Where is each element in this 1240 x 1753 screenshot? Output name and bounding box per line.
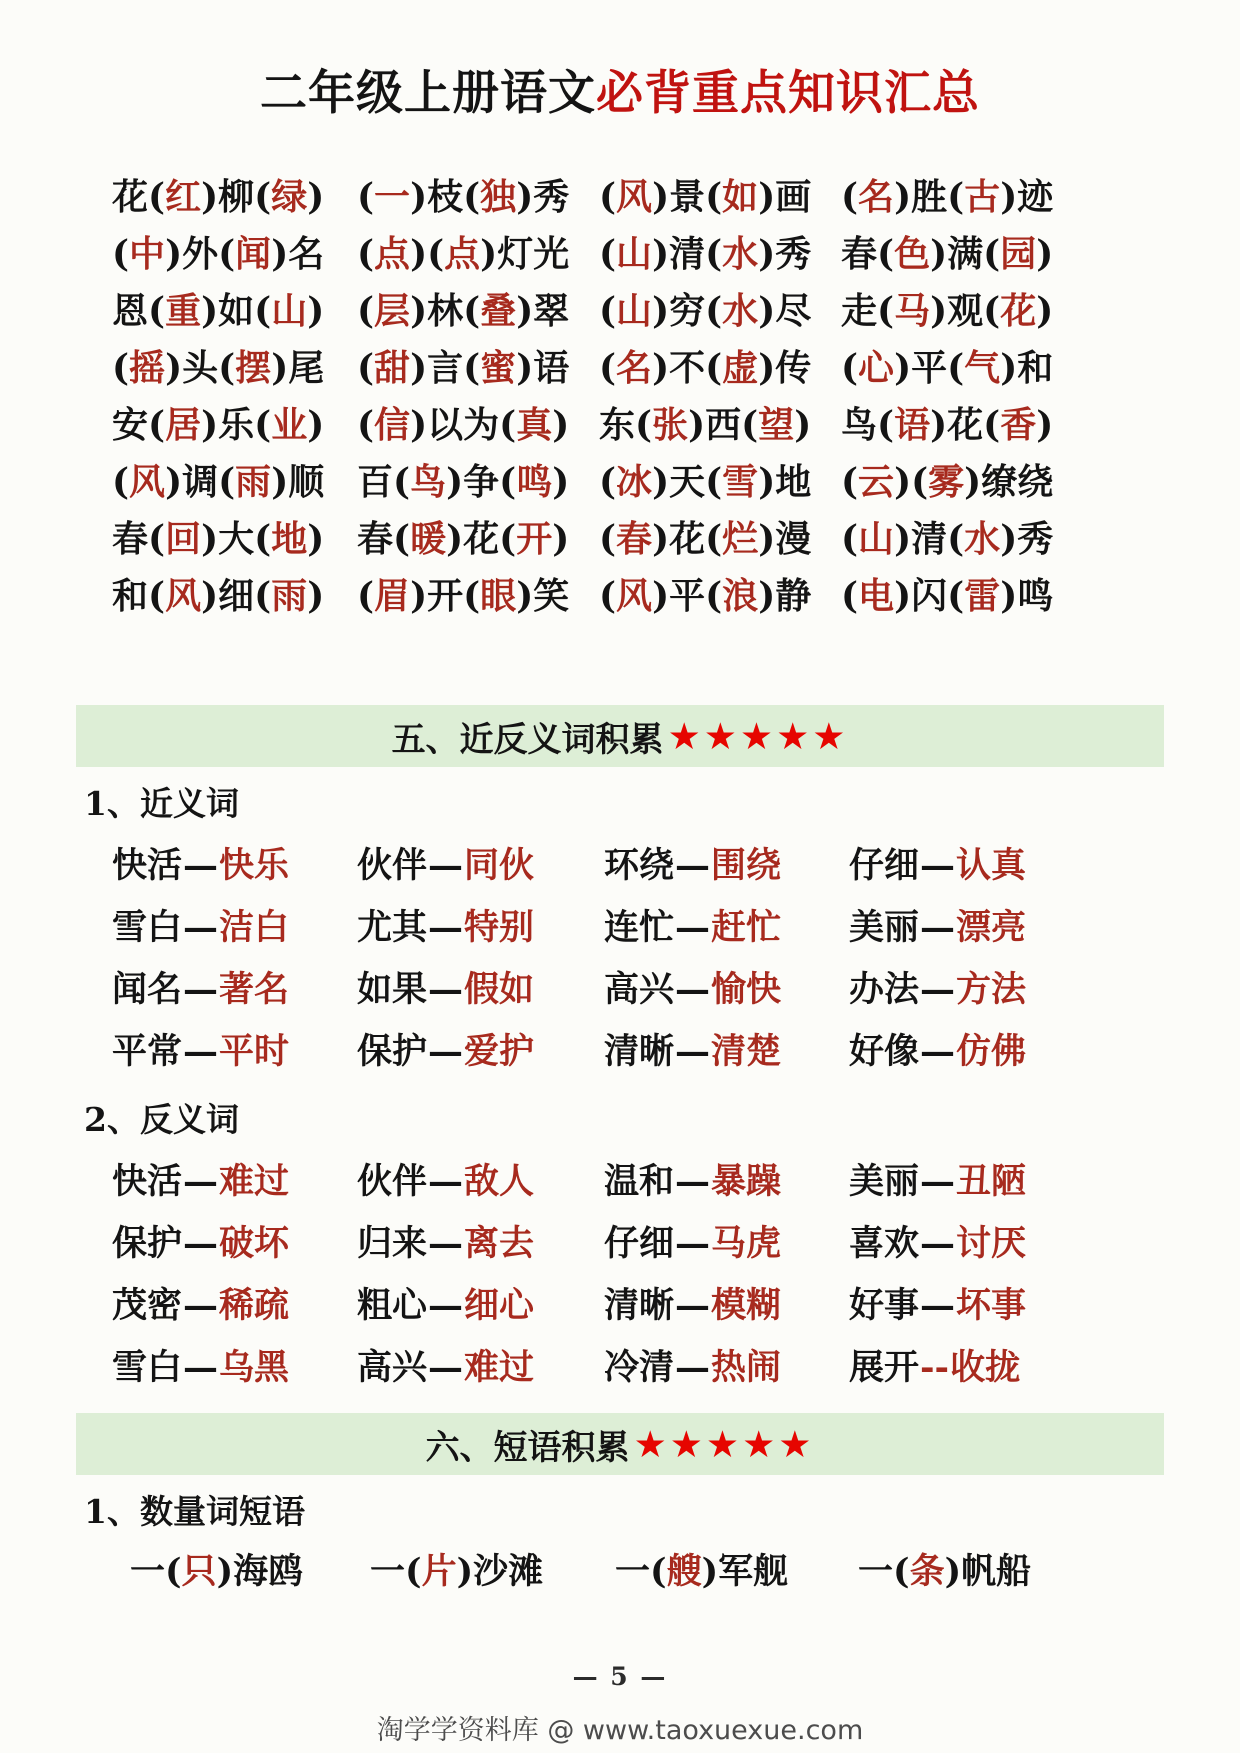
pair-word-left: 冷清 bbox=[604, 1347, 675, 1388]
pair-word-right: 仿佛 bbox=[956, 1031, 1027, 1072]
antonym-pair-cell bbox=[112, 1337, 357, 1399]
pair-word-left: 喜欢 bbox=[849, 1223, 920, 1264]
synonyms-heading: 1、近义词 bbox=[84, 784, 239, 823]
section5-label: 五、近反义词积累 bbox=[391, 719, 664, 760]
synonym-pair-cell bbox=[849, 959, 1180, 1021]
pair-word-left: 伙伴 bbox=[357, 845, 428, 886]
antonyms-grid bbox=[112, 1151, 1180, 1399]
pair-word-right: 著名 bbox=[219, 969, 290, 1010]
pair-word-right: 快乐 bbox=[219, 845, 290, 886]
pair-word-left: 好事 bbox=[849, 1285, 920, 1326]
pair-dash: — bbox=[183, 1161, 219, 1202]
pair-word-left: 快活 bbox=[112, 1161, 183, 1202]
pair-word-right: 马虎 bbox=[711, 1223, 782, 1264]
pair-dash: — bbox=[183, 1347, 219, 1388]
pair-word-left: 尤其 bbox=[357, 907, 428, 948]
pair-word-right: 漂亮 bbox=[956, 907, 1027, 948]
quantity-phrase-cell: 一(艘)军舰 bbox=[615, 1551, 789, 1592]
pair-dash: — bbox=[183, 907, 219, 948]
page-title-red: 必背重点知识汇总 bbox=[596, 66, 980, 121]
synonym-pair-cell bbox=[112, 897, 357, 959]
idiom-grid bbox=[112, 169, 1180, 625]
pair-word-left: 连忙 bbox=[604, 907, 675, 948]
idiom-cell: (山)清(水)秀 bbox=[599, 233, 812, 275]
pair-dash: — bbox=[428, 1285, 464, 1326]
idiom-cell: (甜)言(蜜)语 bbox=[357, 347, 570, 389]
pair-dash: — bbox=[428, 1161, 464, 1202]
section5-banner bbox=[76, 705, 1164, 767]
pair-dash: — bbox=[920, 907, 956, 948]
pair-word-left: 保护 bbox=[357, 1031, 428, 1072]
pair-word-right: 敌人 bbox=[464, 1161, 535, 1202]
pair-word-left: 环绕 bbox=[604, 845, 675, 886]
pair-dash: — bbox=[183, 1031, 219, 1072]
section5-stars: ★★★★★ bbox=[667, 714, 849, 758]
pair-dash: — bbox=[675, 845, 711, 886]
pair-word-right: 热闹 bbox=[711, 1347, 782, 1388]
pair-dash: — bbox=[428, 1223, 464, 1264]
idiom-cell: (一)枝(独)秀 bbox=[357, 176, 570, 218]
pair-word-right: 特别 bbox=[464, 907, 535, 948]
pair-dash: -- bbox=[920, 1347, 950, 1388]
pair-word-right: 围绕 bbox=[711, 845, 782, 886]
antonym-pair-cell bbox=[604, 1151, 849, 1213]
pair-word-left: 高兴 bbox=[604, 969, 675, 1010]
antonym-pair-cell bbox=[357, 1151, 604, 1213]
antonym-pair-cell bbox=[849, 1213, 1180, 1275]
pair-dash: — bbox=[675, 907, 711, 948]
pair-dash: — bbox=[183, 969, 219, 1010]
synonym-pair-cell bbox=[604, 897, 849, 959]
synonym-pair-cell bbox=[604, 959, 849, 1021]
pair-word-left: 美丽 bbox=[849, 1161, 920, 1202]
antonym-pair-cell bbox=[849, 1275, 1180, 1337]
synonym-pair-cell bbox=[112, 959, 357, 1021]
pair-dash: — bbox=[428, 907, 464, 948]
pair-dash: — bbox=[675, 1223, 711, 1264]
pair-dash: — bbox=[920, 1031, 956, 1072]
synonyms-grid bbox=[112, 835, 1180, 1083]
pair-word-right: 愉快 bbox=[711, 969, 782, 1010]
pair-word-left: 办法 bbox=[849, 969, 920, 1010]
pair-dash: — bbox=[675, 1285, 711, 1326]
pair-word-right: 模糊 bbox=[711, 1285, 782, 1326]
idiom-cell: 恩(重)如(山) bbox=[112, 290, 325, 332]
idiom-cell: (眉)开(眼)笑 bbox=[357, 575, 570, 617]
idiom-cell: (风)平(浪)静 bbox=[599, 575, 812, 617]
pair-word-left: 展开 bbox=[849, 1347, 920, 1388]
pair-word-left: 仔细 bbox=[604, 1223, 675, 1264]
idiom-cell: 东(张)西(望) bbox=[599, 404, 812, 446]
pair-word-left: 雪白 bbox=[112, 907, 183, 948]
idiom-cell: (中)外(闻)名 bbox=[112, 233, 325, 275]
pair-word-right: 稀疏 bbox=[219, 1285, 290, 1326]
idiom-cell: (电)闪(雷)鸣 bbox=[841, 575, 1054, 617]
pair-word-left: 快活 bbox=[112, 845, 183, 886]
antonyms-heading: 2、反义词 bbox=[84, 1100, 239, 1139]
pair-dash: — bbox=[183, 845, 219, 886]
pair-word-left: 茂密 bbox=[112, 1285, 183, 1326]
section6-stars: ★★★★★ bbox=[633, 1422, 815, 1466]
pair-dash: — bbox=[183, 1285, 219, 1326]
pair-word-right: 难过 bbox=[219, 1161, 290, 1202]
antonym-pair-cell bbox=[357, 1275, 604, 1337]
antonym-pair-cell bbox=[849, 1337, 1180, 1399]
pair-word-left: 粗心 bbox=[357, 1285, 428, 1326]
pair-word-right: 赶忙 bbox=[711, 907, 782, 948]
idiom-cell: 和(风)细(雨) bbox=[112, 575, 325, 617]
synonym-pair-cell bbox=[357, 835, 604, 897]
pair-word-right: 同伙 bbox=[464, 845, 535, 886]
synonym-pair-cell bbox=[849, 897, 1180, 959]
antonym-pair-cell bbox=[849, 1151, 1180, 1213]
pair-dash: — bbox=[675, 969, 711, 1010]
idiom-cell: (层)林(叠)翠 bbox=[357, 290, 570, 332]
idiom-cell: 走(马)观(花) bbox=[841, 290, 1054, 332]
quantity-phrase-cell: 一(片)沙滩 bbox=[370, 1551, 544, 1592]
pair-word-left: 美丽 bbox=[849, 907, 920, 948]
idiom-cell: (心)平(气)和 bbox=[841, 347, 1054, 389]
idiom-cell: 春(色)满(园) bbox=[841, 233, 1054, 275]
pair-word-right: 离去 bbox=[464, 1223, 535, 1264]
idiom-cell: (名)胜(古)迹 bbox=[841, 176, 1054, 218]
pair-word-right: 爱护 bbox=[464, 1031, 535, 1072]
idiom-cell: (信)以为(真) bbox=[357, 404, 570, 446]
idiom-cell: (风)调(雨)顺 bbox=[112, 461, 325, 503]
idiom-cell: 春(暖)花(开) bbox=[357, 518, 570, 560]
idiom-cell: (云)(雾)缭绕 bbox=[841, 461, 1054, 503]
idiom-cell: (摇)头(摆)尾 bbox=[112, 347, 325, 389]
pair-word-right: 乌黑 bbox=[219, 1347, 290, 1388]
pair-word-left: 归来 bbox=[357, 1223, 428, 1264]
synonym-pair-cell bbox=[112, 835, 357, 897]
antonym-pair-cell bbox=[112, 1275, 357, 1337]
pair-word-left: 平常 bbox=[112, 1031, 183, 1072]
synonym-pair-cell bbox=[604, 835, 849, 897]
idiom-cell: (春)花(烂)漫 bbox=[599, 518, 812, 560]
pair-word-left: 闻名 bbox=[112, 969, 183, 1010]
pair-word-right: 讨厌 bbox=[956, 1223, 1027, 1264]
pair-dash: — bbox=[920, 1223, 956, 1264]
antonym-pair-cell bbox=[112, 1213, 357, 1275]
pair-dash: — bbox=[920, 969, 956, 1010]
pair-word-right: 清楚 bbox=[711, 1031, 782, 1072]
pair-dash: — bbox=[920, 845, 956, 886]
idiom-cell: (冰)天(雪)地 bbox=[599, 461, 812, 503]
pair-word-right: 方法 bbox=[956, 969, 1027, 1010]
section6-label: 六、短语积累 bbox=[425, 1427, 630, 1468]
synonym-pair-cell bbox=[357, 897, 604, 959]
idiom-cell: 鸟(语)花(香) bbox=[841, 404, 1054, 446]
pair-word-right: 丑陋 bbox=[956, 1161, 1027, 1202]
pair-dash: — bbox=[675, 1347, 711, 1388]
pair-dash: — bbox=[183, 1223, 219, 1264]
pair-dash: — bbox=[675, 1031, 711, 1072]
pair-dash: — bbox=[428, 969, 464, 1010]
page-number: — 5 — bbox=[572, 1662, 668, 1691]
pair-word-left: 雪白 bbox=[112, 1347, 183, 1388]
synonym-pair-cell bbox=[604, 1021, 849, 1083]
pair-word-left: 伙伴 bbox=[357, 1161, 428, 1202]
synonym-pair-cell bbox=[112, 1021, 357, 1083]
synonym-pair-cell bbox=[357, 959, 604, 1021]
synonym-pair-cell bbox=[849, 835, 1180, 897]
pair-word-left: 温和 bbox=[604, 1161, 675, 1202]
antonym-pair-cell bbox=[357, 1337, 604, 1399]
quantity-heading: 1、数量词短语 bbox=[84, 1492, 305, 1531]
antonym-pair-cell bbox=[604, 1337, 849, 1399]
pair-word-left: 如果 bbox=[357, 969, 428, 1010]
antonym-pair-cell bbox=[357, 1213, 604, 1275]
pair-word-right: 暴躁 bbox=[711, 1161, 782, 1202]
idiom-cell: (山)穷(水)尽 bbox=[599, 290, 812, 332]
pair-word-right: 洁白 bbox=[219, 907, 290, 948]
idiom-cell: 春(回)大(地) bbox=[112, 518, 325, 560]
page-title bbox=[0, 0, 1240, 123]
idiom-cell: (山)清(水)秀 bbox=[841, 518, 1054, 560]
synonym-pair-cell bbox=[849, 1021, 1180, 1083]
antonym-pair-cell bbox=[604, 1275, 849, 1337]
idiom-cell: 百(鸟)争(鸣) bbox=[357, 461, 570, 503]
pair-word-right: 假如 bbox=[464, 969, 535, 1010]
pair-dash: — bbox=[428, 1347, 464, 1388]
quantity-grid bbox=[130, 1541, 1180, 1603]
antonym-pair-cell bbox=[112, 1151, 357, 1213]
section6-banner bbox=[76, 1413, 1164, 1475]
synonym-pair-cell bbox=[357, 1021, 604, 1083]
idiom-cell: (名)不(虚)传 bbox=[599, 347, 812, 389]
pair-dash: — bbox=[920, 1285, 956, 1326]
pair-word-left: 保护 bbox=[112, 1223, 183, 1264]
idiom-cell: 花(红)柳(绿) bbox=[112, 176, 325, 218]
pair-word-left: 清晰 bbox=[604, 1031, 675, 1072]
pair-dash: — bbox=[920, 1161, 956, 1202]
idiom-cell: 安(居)乐(业) bbox=[112, 404, 325, 446]
pair-word-right: 细心 bbox=[464, 1285, 535, 1326]
watermark: 淘学学资料库 @ www.taoxuexue.com bbox=[376, 1715, 864, 1746]
pair-dash: — bbox=[428, 845, 464, 886]
page-title-black: 二年级上册语文 bbox=[260, 66, 596, 121]
antonym-pair-cell bbox=[604, 1213, 849, 1275]
idiom-cell: (风)景(如)画 bbox=[599, 176, 812, 218]
quantity-phrase-cell: 一(只)海鸥 bbox=[130, 1551, 304, 1592]
pair-word-right: 平时 bbox=[219, 1031, 290, 1072]
pair-word-right: 坏事 bbox=[956, 1285, 1027, 1326]
pair-word-left: 好像 bbox=[849, 1031, 920, 1072]
pair-word-right: 收拢 bbox=[950, 1347, 1021, 1388]
pair-word-right: 破坏 bbox=[219, 1223, 290, 1264]
pair-word-left: 高兴 bbox=[357, 1347, 428, 1388]
idiom-cell: (点)(点)灯光 bbox=[357, 233, 570, 275]
pair-word-left: 仔细 bbox=[849, 845, 920, 886]
pair-dash: — bbox=[428, 1031, 464, 1072]
pair-word-right: 认真 bbox=[956, 845, 1027, 886]
pair-word-right: 难过 bbox=[464, 1347, 535, 1388]
pair-dash: — bbox=[675, 1161, 711, 1202]
pair-word-left: 清晰 bbox=[604, 1285, 675, 1326]
quantity-phrase-cell: 一(条)帆船 bbox=[858, 1551, 1032, 1592]
